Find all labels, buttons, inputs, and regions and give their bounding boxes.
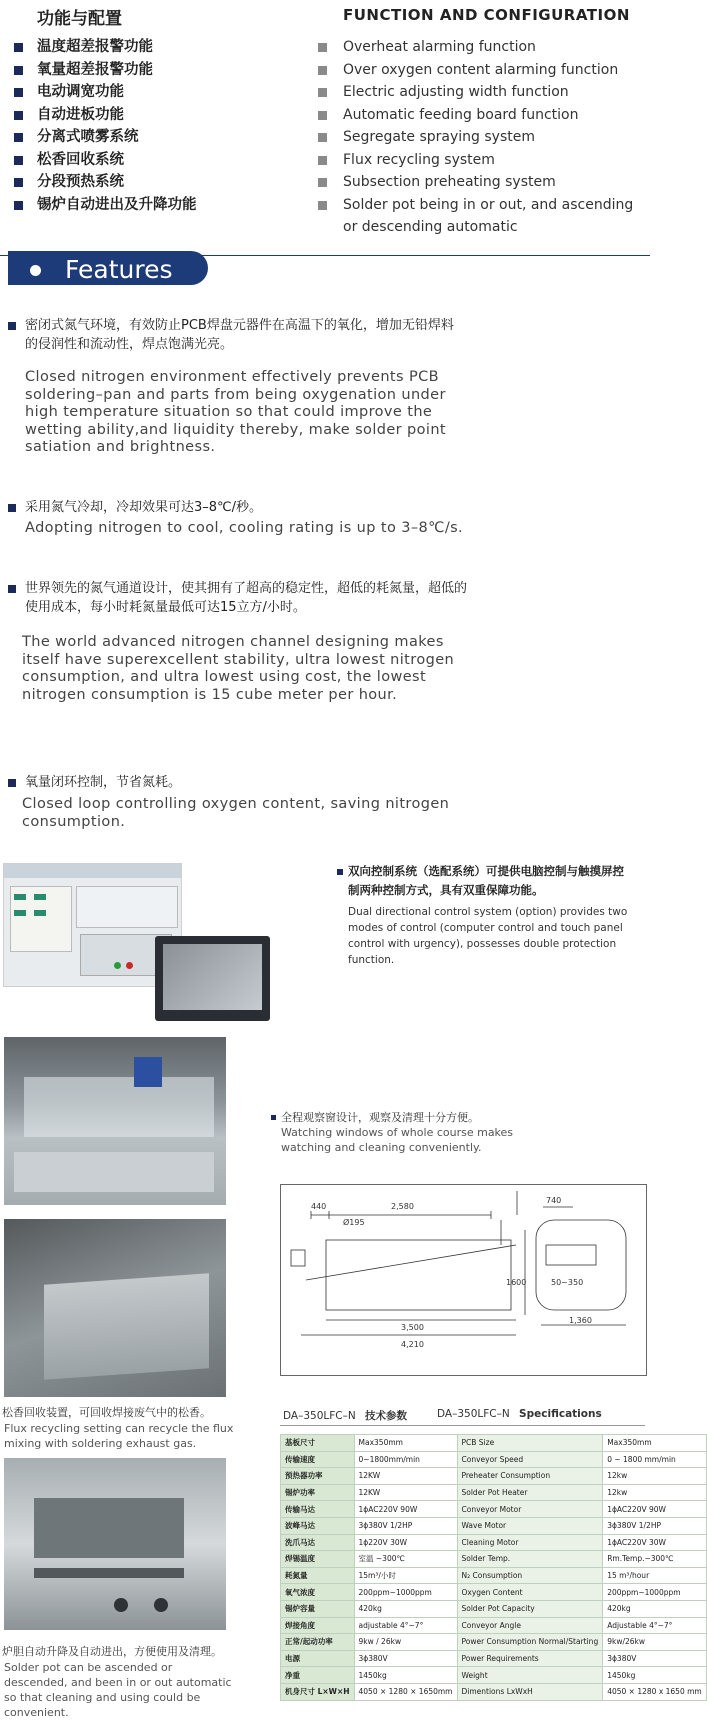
- square-bullet-icon: [318, 201, 327, 210]
- dimension-drawing: [280, 1184, 647, 1376]
- spec-value-en: 3ϕ380V 1/2HP: [603, 1517, 707, 1534]
- square-bullet-icon: [14, 178, 23, 187]
- square-bullet-icon: [318, 43, 327, 52]
- spec-label-en: Conveyor Angle: [457, 1617, 603, 1634]
- observation-window-photo: [4, 1037, 226, 1205]
- dim-label: 440: [311, 1202, 327, 1211]
- list-item: Solder pot being in or out, and ascending or descending automatic: [318, 194, 648, 239]
- spec-value-en: 1ϕAC220V 90W: [603, 1501, 707, 1518]
- square-bullet-icon: [337, 869, 343, 875]
- square-bullet-icon: [318, 111, 327, 120]
- spec-label-cn: 锡炉功率: [281, 1484, 355, 1501]
- spec-title-rule: [280, 1425, 645, 1426]
- solderpot-caption-cn: 炉胆自动升降及自动进出，方便使用及清理。: [2, 1645, 222, 1658]
- spec-value-cn: 12KW: [354, 1468, 457, 1485]
- function-title-en: FUNCTION AND CONFIGURATION: [343, 6, 630, 24]
- spec-label-en: N₂ Consumption: [457, 1567, 603, 1584]
- table-row: [281, 1468, 707, 1485]
- flux-recycling-photo: [4, 1219, 226, 1397]
- square-bullet-icon: [14, 201, 23, 210]
- table-row: [281, 1667, 707, 1684]
- square-bullet-icon: [318, 156, 327, 165]
- table-row: [281, 1617, 707, 1634]
- square-bullet-icon: [14, 66, 23, 75]
- list-item: 分段预热系统: [14, 171, 197, 194]
- window-caption-en: Watching windows of whole course makes watching and cleaning conveniently.: [281, 1126, 514, 1154]
- spec-value-cn: 室温 ~300℃: [354, 1551, 457, 1568]
- features-title: Features: [65, 255, 173, 284]
- spec-label-en: Weight: [457, 1667, 603, 1684]
- spec-label-en: Solder Pot Capacity: [457, 1600, 603, 1617]
- dim-label: 3,500: [401, 1323, 424, 1332]
- spec-label-cn: 电源: [281, 1650, 355, 1667]
- spec-value-en: 420kg: [603, 1600, 707, 1617]
- feature-2-en: Adopting nitrogen to cool, cooling rating is up to 3–8℃/s.: [25, 520, 464, 536]
- list-item: 松香回收系统: [14, 149, 197, 172]
- spec-value-en: Adjustable 4°~7°: [603, 1617, 707, 1634]
- spec-label-cn: 净重: [281, 1667, 355, 1684]
- spec-label-cn: 洗爪马达: [281, 1534, 355, 1551]
- spec-label-cn: 机身尺寸 L×W×H: [281, 1683, 355, 1700]
- square-bullet-icon: [318, 66, 327, 75]
- table-row: [281, 1435, 707, 1452]
- spec-label-en: Power Consumption Normal/Starting: [457, 1634, 603, 1651]
- spec-value-en: 1450kg: [603, 1667, 707, 1684]
- spec-value-cn: 1ϕ220V 30W: [354, 1534, 457, 1551]
- list-item: 锡炉自动进出及升降功能: [14, 194, 197, 217]
- list-item: 分离式喷雾系统: [14, 126, 197, 149]
- machine-dimension-drawing: [281, 1185, 646, 1375]
- spec-value-cn: 3ϕ380V 1/2HP: [354, 1517, 457, 1534]
- spec-label-cn: 波峰马达: [281, 1517, 355, 1534]
- spec-value-cn: 4050 × 1280 × 1650mm: [354, 1683, 457, 1700]
- list-item: Electric adjusting width function: [318, 81, 648, 104]
- spec-value-en: 12kw: [603, 1468, 707, 1485]
- square-bullet-icon: [8, 585, 16, 593]
- spec-label-en: Dimentions LxWxH: [457, 1683, 603, 1700]
- table-row: [281, 1451, 707, 1468]
- square-bullet-icon: [14, 133, 23, 142]
- flux-caption-cn: 松香回收装置，可回收焊接废气中的松香。: [2, 1406, 211, 1419]
- square-bullet-icon: [8, 322, 16, 330]
- spec-value-en: 200ppm~1000ppm: [603, 1584, 707, 1601]
- spec-label-en: Oxygen Content: [457, 1584, 603, 1601]
- spec-label-cn: 基板尺寸: [281, 1435, 355, 1452]
- function-title-cn: 功能与配置: [37, 9, 122, 29]
- spec-label-en: Cleaning Motor: [457, 1534, 603, 1551]
- dim-label: Ø195: [343, 1218, 365, 1227]
- spec-label-en: Solder Pot Heater: [457, 1484, 603, 1501]
- spec-value-en: 9kw/26kw: [603, 1634, 707, 1651]
- solder-pot-photo: [4, 1458, 226, 1630]
- spec-title-cn: DA–350LFC–N 技术参数: [283, 1410, 408, 1422]
- dim-label: 740: [546, 1196, 562, 1205]
- table-row: [281, 1683, 707, 1700]
- dim-label: 2,580: [391, 1202, 414, 1211]
- spec-title-en: DA–350LFC–N Specifications: [437, 1408, 602, 1420]
- control-system-en: Dual directional control system (option) provides two modes of control (computer control and touch panel control with urgency), possesses double protection function.: [348, 906, 628, 966]
- spec-value-cn: 12KW: [354, 1484, 457, 1501]
- spec-value-en: 3ϕ380V: [603, 1650, 707, 1667]
- spec-value-cn: 9kw / 26kw: [354, 1634, 457, 1651]
- square-bullet-icon: [14, 88, 23, 97]
- spec-value-en: 4050 × 1280 x 1650 mm: [603, 1683, 707, 1700]
- spec-value-cn: 1ϕAC220V 90W: [354, 1501, 457, 1518]
- feature-2-cn: 采用氮气冷却，冷却效果可达3–8℃/秒。: [25, 500, 263, 515]
- table-row: [281, 1501, 707, 1518]
- spec-label-cn: 锡炉容量: [281, 1600, 355, 1617]
- table-row: [281, 1517, 707, 1534]
- square-bullet-icon: [14, 156, 23, 165]
- spec-label-en: Solder Temp.: [457, 1551, 603, 1568]
- spec-value-en: Rm.Temp.~300℃: [603, 1551, 707, 1568]
- spec-value-en: 0 ~ 1800 mm/min: [603, 1451, 707, 1468]
- spec-value-cn: 420kg: [354, 1600, 457, 1617]
- spec-label-en: Preheater Consumption: [457, 1468, 603, 1485]
- list-item: 电动调宽功能: [14, 81, 197, 104]
- feature-1-en: Closed nitrogen environment effectively prevents PCB soldering–pan and parts from being oxygenation under high temperature situation so that could improve the wetting ability,and liquidity thereby, make solder point satiation and brightness.: [25, 369, 447, 455]
- solderpot-caption-en: Solder pot can be ascended or descended, and been in or out automatic so that cleaning and using could be convenient.: [4, 1661, 232, 1719]
- table-row: [281, 1584, 707, 1601]
- spec-value-cn: adjustable 4°~7°: [354, 1617, 457, 1634]
- square-bullet-icon: [8, 504, 16, 512]
- spec-label-cn: 预热器功率: [281, 1468, 355, 1485]
- spec-value-cn: 200ppm~1000ppm: [354, 1584, 457, 1601]
- square-bullet-icon: [8, 779, 16, 787]
- square-bullet-icon: [14, 43, 23, 52]
- square-bullet-icon: [271, 1115, 276, 1120]
- list-item: Segregate spraying system: [318, 126, 648, 149]
- flux-caption-en: Flux recycling setting can recycle the flux mixing with soldering exhaust gas.: [4, 1422, 234, 1450]
- spec-value-cn: 15m³/小时: [354, 1567, 457, 1584]
- spec-value-cn: 3ϕ380V: [354, 1650, 457, 1667]
- table-row: [281, 1634, 707, 1651]
- spec-value-en: Max350mm: [603, 1435, 707, 1452]
- square-bullet-icon: [318, 88, 327, 97]
- spec-label-en: Conveyor Motor: [457, 1501, 603, 1518]
- function-list-en: [318, 36, 648, 239]
- list-item: Automatic feeding board function: [318, 104, 648, 127]
- table-row: [281, 1534, 707, 1551]
- spec-label-en: Conveyor Speed: [457, 1451, 603, 1468]
- table-row: [281, 1600, 707, 1617]
- square-bullet-icon: [14, 111, 23, 120]
- dot-icon: [30, 265, 41, 276]
- window-caption-cn: 全程观察窗设计，观察及清理十分方便。: [281, 1111, 479, 1124]
- dim-label: 1600: [506, 1278, 527, 1287]
- feature-3-cn: 世界领先的氮气通道设计，使其拥有了超高的稳定性，超低的耗氮量，超低的使用成本，每小时耗氮量最低可达15立方/小时。: [25, 581, 468, 615]
- spec-table: [280, 1434, 707, 1701]
- spec-label-cn: 传输马达: [281, 1501, 355, 1518]
- function-list-cn: [14, 36, 197, 216]
- spec-label-cn: 焊锡温度: [281, 1551, 355, 1568]
- spec-value-en: 1ϕAC220V 30W: [603, 1534, 707, 1551]
- spec-value-cn: 0~1800mm/min: [354, 1451, 457, 1468]
- feature-4-cn: 氧量闭环控制，节省氮耗。: [25, 775, 182, 790]
- spec-label-cn: 正常/起动功率: [281, 1634, 355, 1651]
- dim-label: 1,360: [569, 1316, 592, 1325]
- list-item: 氧量超差报警功能: [14, 59, 197, 82]
- control-system-cn: 双向控制系统（选配系统）可提供电脑控制与触摸屏控制两种控制方式，具有双重保障功能。: [348, 864, 624, 897]
- feature-3-en: The world advanced nitrogen channel designing makes itself have superexcellent stability, ultra lowest nitrogen consumption, and ultra lowest using cost, the lowest nitrogen consumption is 15 cube meter per hour.: [22, 634, 455, 703]
- spec-label-en: Wave Motor: [457, 1517, 603, 1534]
- list-item: 温度超差报警功能: [14, 36, 197, 59]
- spec-label-en: PCB Size: [457, 1435, 603, 1452]
- list-item: Subsection preheating system: [318, 171, 648, 194]
- spec-label-en: Power Requirements: [457, 1650, 603, 1667]
- table-row: [281, 1567, 707, 1584]
- list-item: Over oxygen content alarming function: [318, 59, 648, 82]
- spec-value-cn: Max350mm: [354, 1435, 457, 1452]
- list-item: Overheat alarming function: [318, 36, 648, 59]
- table-row: [281, 1650, 707, 1667]
- list-item: 自动进板功能: [14, 104, 197, 127]
- spec-value-en: 15 m³/hour: [603, 1567, 707, 1584]
- dim-label: 50~350: [551, 1278, 584, 1287]
- spec-value-cn: 1450kg: [354, 1667, 457, 1684]
- touch-panel-image: [155, 936, 270, 1021]
- spec-label-cn: 氧气浓度: [281, 1584, 355, 1601]
- spec-label-cn: 耗氮量: [281, 1567, 355, 1584]
- spec-value-en: 12kw: [603, 1484, 707, 1501]
- square-bullet-icon: [318, 133, 327, 142]
- table-row: [281, 1484, 707, 1501]
- spec-label-cn: 传输速度: [281, 1451, 355, 1468]
- spec-label-cn: 焊接角度: [281, 1617, 355, 1634]
- list-item: Flux recycling system: [318, 149, 648, 172]
- feature-4-en: Closed loop controlling oxygen content, saving nitrogen consumption.: [22, 796, 450, 830]
- dim-label: 4,210: [401, 1340, 424, 1349]
- square-bullet-icon: [318, 178, 327, 187]
- table-row: [281, 1551, 707, 1568]
- feature-1-cn: 密闭式氮气环境，有效防止PCB焊盘元器件在高温下的氧化，增加无铅焊料的侵润性和流动性，焊点饱满光亮。: [25, 318, 454, 352]
